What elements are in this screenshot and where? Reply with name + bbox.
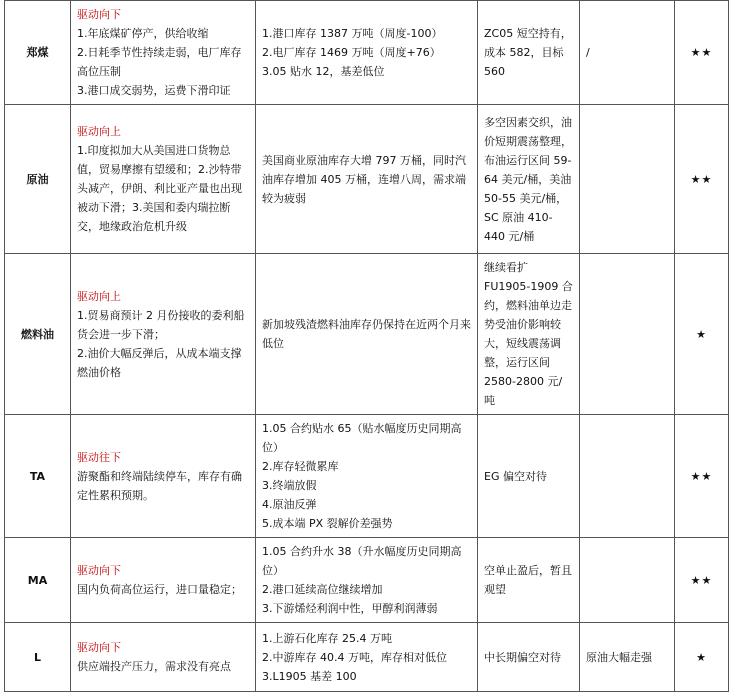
view-cell: 空单止盈后，暂且观望 — [478, 538, 580, 623]
extra-cell — [580, 105, 675, 254]
data-text: 1.05 合约贴水 65（贴水幅度历史同期高位） — [262, 422, 462, 454]
table-row — [5, 623, 729, 692]
view-cell: EG 偏空对待 — [478, 415, 580, 538]
table-row — [5, 105, 729, 254]
commodity-name: 燃料油 — [5, 254, 71, 415]
data-text: 3.L1905 基差 100 — [262, 669, 357, 683]
driver-label: 驱动往下 — [77, 450, 121, 464]
rating-stars: ★ — [675, 623, 729, 692]
rating-stars: ★★ — [675, 538, 729, 623]
logic-text: 1.年底煤矿停产，供给收缩 — [77, 27, 209, 40]
logic-cell — [71, 254, 256, 415]
commodity-name: L — [5, 623, 71, 692]
logic-text: 游聚酯和终端陆续停车，库存有确定性累积预期。 — [77, 469, 242, 502]
table-row — [5, 254, 729, 415]
commodity-name: 原油 — [5, 105, 71, 254]
logic-cell — [71, 538, 256, 623]
driver-label: 驱动向下 — [77, 641, 121, 654]
data-text: 2.库存轻微累库 — [262, 460, 339, 473]
logic-text: 3.港口成交弱势，运费下滑印证 — [77, 84, 231, 97]
data-cell — [256, 538, 478, 623]
logic-cell — [71, 1, 256, 105]
rating-stars: ★★ — [675, 1, 729, 105]
logic-text: 2.日耗季节性持续走弱，电厂库存高位压制 — [77, 46, 242, 78]
driver-label: 驱动向下 — [77, 8, 121, 21]
data-text: 1.上游石化库存 25.4 万吨 — [262, 631, 392, 645]
logic-cell — [71, 415, 256, 538]
data-text: 2.电厂库存 1469 万吨（周度+76） — [262, 46, 441, 59]
data-text: 5.成本端 PX 裂解价差强势 — [262, 517, 393, 530]
data-text: 1.港口库存 1387 万吨（周度-100） — [262, 27, 443, 40]
data-text: 4.原油反弹 — [262, 498, 317, 511]
logic-cell — [71, 105, 256, 254]
data-text: 新加坡残渣燃料油库存仍保持在近两个月来低位 — [262, 318, 471, 350]
data-text: 2.中游库存 40.4 万吨，库存相对低位 — [262, 650, 447, 664]
data-cell — [256, 623, 478, 692]
rating-stars: ★★ — [675, 105, 729, 254]
data-cell — [256, 415, 478, 538]
data-text: 3.下游烯烃利润中性，甲醇利润薄弱 — [262, 602, 438, 615]
table-row — [5, 1, 729, 105]
view-cell: 中长期偏空对待 — [478, 623, 580, 692]
extra-cell: 原油大幅走强 — [580, 623, 675, 692]
table-row — [5, 538, 729, 623]
view-cell: ZC05 短空持有，成本 582，目标 560 — [478, 1, 580, 105]
view-cell: 多空因素交织，油价短期震荡整理，布油运行区间 59-64 美元/桶，美油 50-55 美元/桶，SC 原油 410-440 元/桶 — [478, 105, 580, 254]
logic-text: 1.印度拟加大从美国进口货物总值，贸易摩擦有望缓和；2.沙特带头减产，伊朗、利比亚产量也出现被动下滑；3.美国和委内瑞拉断交，地缘政治危机升级 — [77, 144, 242, 233]
data-text: 2.港口延续高位继续增加 — [262, 583, 383, 596]
commodity-name: TA — [5, 415, 71, 538]
driver-label: 驱动向上 — [77, 125, 121, 138]
extra-cell — [580, 415, 675, 538]
data-cell — [256, 105, 478, 254]
logic-text: 国内负荷高位运行，进口量稳定； — [77, 583, 242, 596]
data-text: 美国商业原油库存大增 797 万桶，同时汽油库存增加 405 万桶，连增八周，需求端较为疲弱 — [262, 153, 466, 205]
logic-cell — [71, 623, 256, 692]
commodity-table — [4, 0, 729, 692]
view-cell: 继续看扩 FU1905-1909 合约，燃料油单边走势受油价影响较大，短线震荡调整，运行区间 2580-2800 元/吨 — [478, 254, 580, 415]
logic-text: 供应端投产压力，需求没有亮点 — [77, 660, 231, 673]
commodity-name: 郑煤 — [5, 1, 71, 105]
rating-stars: ★★ — [675, 415, 729, 538]
driver-label: 驱动向上 — [77, 289, 121, 303]
data-text: 3.05 贴水 12，基差低位 — [262, 65, 385, 78]
logic-text: 2.油价大幅反弹后，从成本端支撑燃油价格 — [77, 346, 242, 379]
commodity-name: MA — [5, 538, 71, 623]
extra-cell: / — [580, 1, 675, 105]
table-row — [5, 415, 729, 538]
logic-text: 1.贸易商预计 2 月份接收的委利船货会进一步下滑； — [77, 308, 245, 341]
driver-label: 驱动向下 — [77, 564, 121, 577]
data-text: 1.05 合约升水 38（升水幅度历史同期高位） — [262, 545, 462, 577]
data-text: 3.终端放假 — [262, 479, 317, 492]
rating-stars: ★ — [675, 254, 729, 415]
data-cell — [256, 1, 478, 105]
data-cell — [256, 254, 478, 415]
extra-cell — [580, 254, 675, 415]
extra-cell — [580, 538, 675, 623]
